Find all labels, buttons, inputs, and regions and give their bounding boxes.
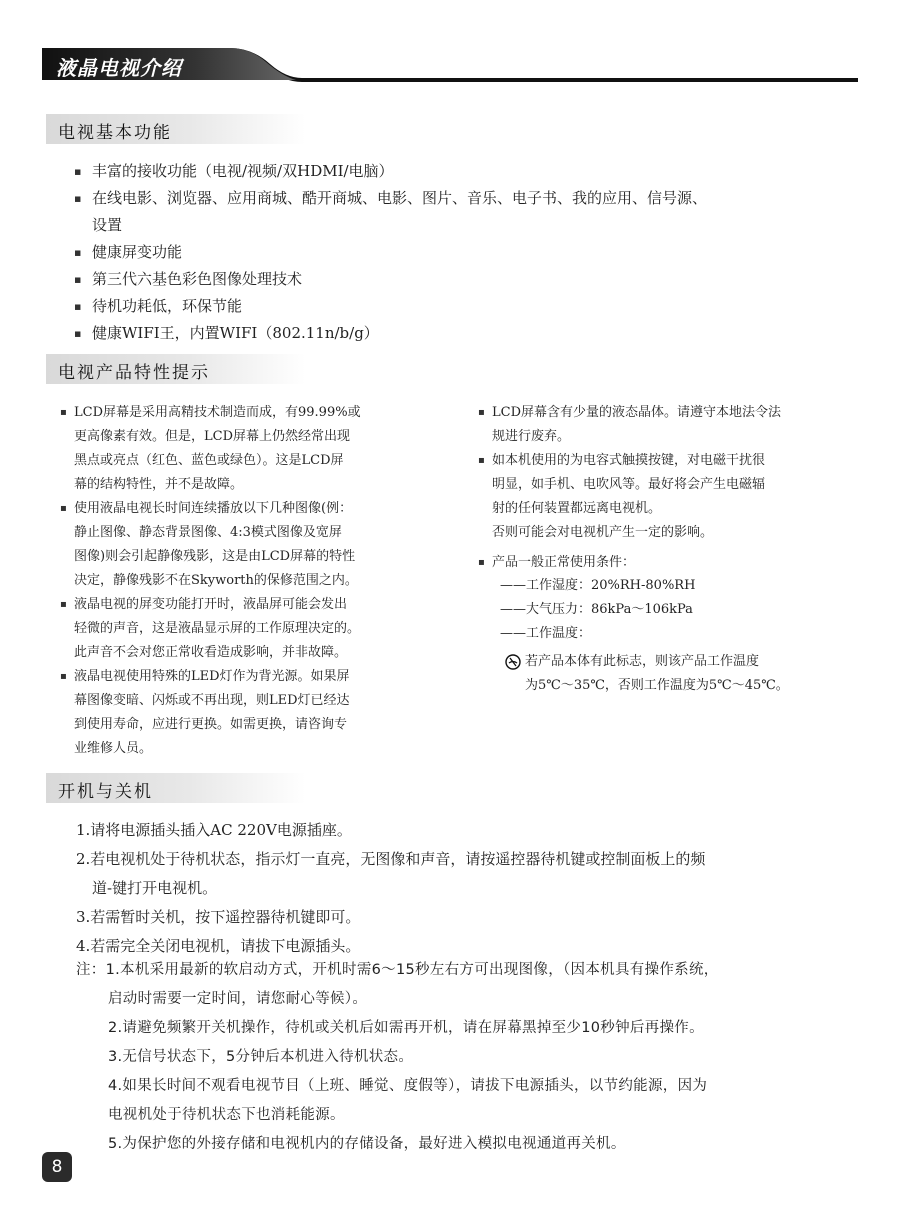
text-line: 黑点或亮点（红色、蓝色或绿色）。这是LCD屏 <box>74 453 344 468</box>
features-right-column <box>478 401 858 575</box>
list-item <box>60 593 440 665</box>
text-line: ▪ 液晶电视的屏变功能打开时，液晶屏可能会发出 <box>74 597 348 612</box>
note-line: 5.为保护您的外接存储和电视机内的存储设备，最好进入模拟电视通道再关机。 <box>108 1136 626 1152</box>
list-item-continuation: 设置 <box>92 216 123 234</box>
list-item: ▪ 在线电影、浏览器、应用商城、酷开商城、电影、图片、音乐、电子书、我的应用、信号源、 <box>74 185 864 212</box>
text-line: 决定，静像残影不在Skyworth的保修范围之内。 <box>74 573 358 588</box>
text-line: 更高像素有效。但是，LCD屏幕上仍然经常出现 <box>74 429 351 444</box>
text-line: 此声音不会对您正常收看造成影响，并非故障。 <box>74 645 348 660</box>
page-number: 8 <box>42 1152 72 1182</box>
section-heading-basic-functions <box>46 114 306 144</box>
text-line: 图像)则会引起静像残影，这是由LCD屏幕的特性 <box>74 549 356 564</box>
temperature-line: ——工作温度： <box>500 626 592 641</box>
text-line: 轻微的声音，这是液晶显示屏的工作原理决定的。 <box>74 621 361 636</box>
section-heading-product-features <box>46 354 306 384</box>
list-item <box>60 497 440 593</box>
pressure-line: ——大气压力：86kPa～106kPa <box>500 602 693 617</box>
text-line: ▪ LCD屏幕是采用高精技术制造而成，有99.99%或 <box>74 405 361 420</box>
text-line: 幕的结构特性，并不是故障。 <box>74 477 244 492</box>
section-heading-power-on-off <box>46 773 306 803</box>
list-item: ▪ 待机功耗低，环保节能 <box>74 293 864 320</box>
humidity-line: ——工作湿度：20%RH-80%RH <box>500 578 696 593</box>
section-heading-text: 电视基本功能 <box>58 123 172 143</box>
text-line: 否则可能会对电视机产生一定的影响。 <box>492 525 714 540</box>
list-item: ▪ 丰富的接收功能（电视/视频/双HDMI/电脑） <box>74 158 864 185</box>
temperature-note <box>525 650 865 698</box>
step-item: 4.若需完全关闭电视机，请拔下电源插头。 <box>76 937 361 955</box>
conditions-block <box>500 574 860 646</box>
basic-functions-list <box>74 158 864 347</box>
text-line: 射的任何装置都远离电视机。 <box>492 501 662 516</box>
conditions-title: ▪ 产品一般正常使用条件： <box>492 555 636 570</box>
list-item-conditions <box>478 551 858 575</box>
text-line: ▪ 液晶电视使用特殊的LED灯作为背光源。如果屏 <box>74 669 350 684</box>
text-line: 业维修人员。 <box>74 741 153 756</box>
power-steps-list <box>76 816 866 961</box>
note-line: 2.请避免频繁开关机操作，待机或关机后如需再开机，请在屏幕黑掉至少10秒钟后再操作。 <box>108 1020 704 1036</box>
temperature-note-line: 为5℃～35℃，否则工作温度为5℃～45℃。 <box>525 678 789 693</box>
text-line: ▪ 使用液晶电视长时间连续播放以下几种图像(例： <box>74 501 353 516</box>
section-heading-text: 开机与关机 <box>58 782 153 802</box>
text-line: 幕图像变暗、闪烁或不再出现，则LED灯已经达 <box>74 693 350 708</box>
text-line: 明显，如手机、电吹风等。最好将会产生电磁辐 <box>492 477 766 492</box>
step-item-continuation: 道-键打开电视机。 <box>92 879 218 897</box>
page-header-title: 液晶电视介绍 <box>56 56 182 80</box>
note-line: 注：1.本机采用最新的软启动方式，开机时需6～15秒左右方可出现图像，（因本机具有操作系统， <box>76 962 719 978</box>
text-line: 规进行废弃。 <box>492 429 571 444</box>
list-item <box>478 401 858 449</box>
note-line: 4.如果长时间不观看电视节目（上班、睡觉、度假等），请拔下电源插头，以节约能源，因为 <box>108 1078 708 1094</box>
text-line: ▪ LCD屏幕含有少量的液态晶体。请遵守本地法令法 <box>492 405 782 420</box>
temperature-mark-icon <box>505 654 521 670</box>
list-item: ▪ 健康WIFI王，内置WIFI（802.11n/b/g） <box>74 320 864 347</box>
notes-block <box>76 956 876 1159</box>
section-heading-text: 电视产品特性提示 <box>58 363 210 383</box>
step-item: 1.请将电源插头插入AC 220V电源插座。 <box>76 821 352 839</box>
list-item: ▪ 第三代六基色彩色图像处理技术 <box>74 266 864 293</box>
features-left-column <box>60 401 440 761</box>
list-item <box>478 449 858 545</box>
text-line: 到使用寿命，应进行更换。如需更换，请咨询专 <box>74 717 348 732</box>
temperature-note-line: 若产品本体有此标志，则该产品工作温度 <box>525 654 760 669</box>
step-item: 3.若需暂时关机，按下遥控器待机键即可。 <box>76 908 361 926</box>
note-line: 启动时需要一定时间，请您耐心等候）。 <box>108 991 368 1007</box>
note-line: 电视机处于待机状态下也消耗能源。 <box>108 1107 345 1123</box>
list-item <box>60 665 440 761</box>
list-item: ▪ 健康屏变功能 <box>74 239 864 266</box>
step-item: 2.若电视机处于待机状态，指示灯一直亮，无图像和声音，请按遥控器待机键或控制面板上的频 <box>76 850 706 868</box>
text-line: ▪ 如本机使用的为电容式触摸按键，对电磁干扰很 <box>492 453 766 468</box>
note-line: 3.无信号状态下，5分钟后本机进入待机状态。 <box>108 1049 414 1065</box>
list-item <box>60 401 440 497</box>
text-line: 静止图像、静态背景图像、4:3模式图像及宽屏 <box>74 525 342 540</box>
